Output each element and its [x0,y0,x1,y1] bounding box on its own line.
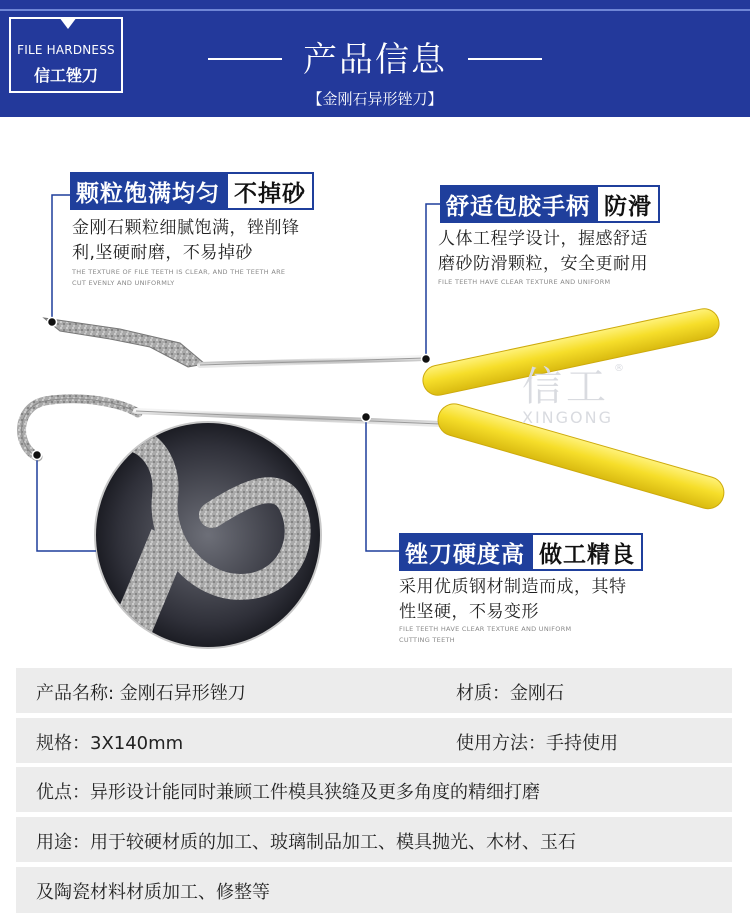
spec-product-name: 产品名称: 金刚石异形锉刀 [36,683,246,704]
hardness-tiny-line1: FILE TEETH HAVE CLEAR TEXTURE AND UNIFORM [399,625,572,633]
grain-tiny-line2: CUT EVENLY AND UNIFORMLY [72,279,175,287]
brand-chinese: 信工锉刀 [33,66,98,85]
hardness-callout-tag [399,533,643,571]
page-title: 产品信息 [303,40,447,80]
handle-tag-alt: 防滑 [596,185,660,223]
header-accent-line [0,9,750,11]
handle-tiny-line1: FILE TEETH HAVE CLEAR TEXTURE AND UNIFORM [438,278,611,286]
hardness-tag-label: 锉刀硬度高 [399,533,531,571]
handle-desc-line2: 磨砂防滑颗粒，安全更耐用 [438,254,648,274]
spec-size: 规格：3X140mm [36,733,184,754]
handle-desc-line1: 人体工程学设计，握感舒适 [438,229,648,249]
grain-tiny-line1: THE TEXTURE OF FILE TEETH IS CLEAR, AND THE TEETH ARE [72,268,286,276]
handle-tag-label: 舒适包胶手柄 [440,185,596,223]
grain-desc-line2: 利,坚硬耐磨，不易掉砂 [72,243,253,263]
product-image [0,117,750,665]
handle-callout-tag [440,185,660,223]
watermark-registered: ® [614,363,624,374]
grain-callout-tag [70,172,314,210]
spec-row-purpose-cont [16,867,732,913]
spec-usage: 使用方法：手持使用 [456,733,618,754]
page-subtitle: 【金刚石异形锉刀】 [307,90,443,108]
spec-purpose-line2: 及陶瓷材料材质加工、修整等 [36,882,270,903]
spec-row-name [16,668,732,713]
brand-notch-icon [59,17,77,29]
spec-row-size [16,718,732,763]
grain-tag-alt: 不掉砂 [226,172,314,210]
spec-advantage: 优点：异形设计能同时兼顾工件模具狭缝及更多角度的精细打磨 [36,782,540,803]
hardness-tag-alt: 做工精良 [531,533,643,571]
spec-material: 材质：金刚石 [456,683,564,704]
grain-tag-label: 颗粒饱满均匀 [70,172,226,210]
grain-desc-line1: 金刚石颗粒细腻饱满，锉削锋 [72,218,300,238]
watermark-chinese: 信工 [522,364,610,410]
spec-purpose-line1: 用途：用于较硬材质的加工、玻璃制品加工、模具抛光、木材、玉石 [36,832,576,853]
hardness-tiny-line2: CUTTING TEETH [399,636,455,644]
header-band [0,0,750,117]
spec-row-advantage [16,767,732,812]
watermark-english: XINGONG [522,408,614,427]
hardness-desc-line1: 采用优质钢材制造而成，其特 [399,577,627,597]
spec-row-purpose [16,817,732,862]
brand-english: FILE HARDNESS [17,43,115,57]
hardness-desc-line2: 性坚硬，不易变形 [399,602,539,622]
